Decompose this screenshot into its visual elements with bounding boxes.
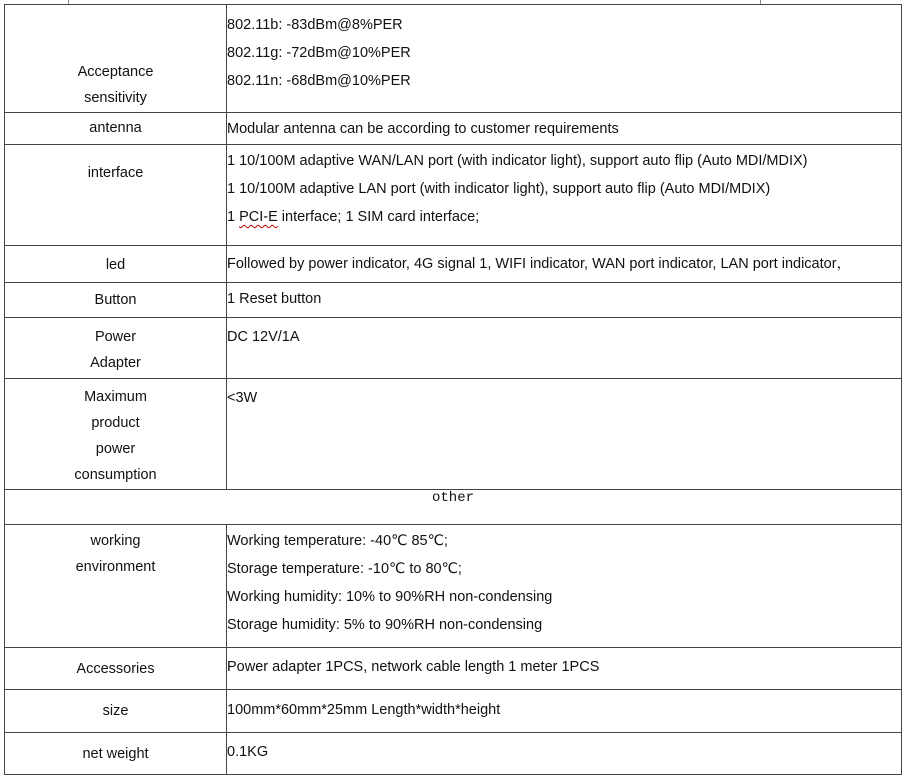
spec-row-button [5, 283, 902, 318]
spec-value [227, 379, 902, 490]
spec-row-power-adapter [5, 318, 902, 379]
value-line: <3W [227, 390, 258, 406]
spec-value [227, 733, 902, 775]
spec-label [5, 525, 227, 648]
label-line: consumption [74, 467, 157, 483]
spec-label [5, 318, 227, 379]
label-line: Power [94, 329, 137, 345]
value-line: Working humidity: 10% to 90%RH non-condensing [227, 589, 553, 605]
spec-value [227, 5, 902, 113]
value-prefix: 1 [227, 209, 240, 225]
label-line: product [91, 415, 140, 431]
value-line: 0.1KG [227, 744, 269, 760]
spec-row-size [5, 690, 902, 733]
spec-table [4, 4, 902, 775]
label-line: net weight [82, 746, 149, 762]
label-line: antenna [89, 120, 142, 136]
section-row-other [5, 490, 902, 525]
value-line: 1 Reset button [227, 291, 322, 307]
spec-value [227, 525, 902, 648]
spec-value [227, 246, 902, 283]
label-line: led [105, 257, 126, 273]
label-line: sensitivity [84, 90, 147, 106]
value-line [227, 203, 901, 231]
spec-label [5, 733, 227, 775]
spec-row-interface [5, 145, 902, 246]
label-line: power [95, 441, 136, 457]
value-suffix: interface; 1 SIM card interface; [277, 209, 480, 225]
label-line: Button [94, 292, 137, 308]
label-line: Adapter [90, 355, 141, 371]
spec-label [5, 246, 227, 283]
label-line: Accessories [76, 661, 155, 677]
spec-value [227, 145, 902, 246]
value-line: Modular antenna can be according to customer requirements [227, 121, 619, 137]
spec-row-acceptance-sensitivity [5, 5, 902, 113]
spec-label [5, 145, 227, 246]
value-line: Storage temperature: -10℃ to 80℃; [227, 561, 462, 577]
label-line: Acceptance [77, 64, 154, 80]
spec-row-net-weight [5, 733, 902, 775]
spellcheck-underlined-term: PCI-E [239, 209, 278, 225]
section-title: other [5, 490, 902, 525]
label-line: environment [75, 559, 156, 575]
spec-value [227, 318, 902, 379]
spec-row-antenna [5, 113, 902, 145]
value-line: Storage humidity: 5% to 90%RH non-condensing [227, 617, 543, 633]
value-line: Followed by power indicator, 4G signal 1, WIFI indicator, WAN port indicator, LAN port indicator， [227, 256, 852, 272]
value-line: 802.11b: -83dBm@8%PER [227, 17, 403, 33]
spec-row-led [5, 246, 902, 283]
label-line: Maximum [84, 389, 147, 405]
spec-label [5, 113, 227, 145]
spec-row-max-power-consumption [5, 379, 902, 490]
spec-row-working-environment [5, 525, 902, 648]
value-line: 1 10/100M adaptive LAN port (with indicator light), support auto flip (Auto MDI/MDIX) [227, 181, 771, 197]
value-line: Working temperature: -40℃ 85℃; [227, 533, 448, 549]
value-line: 100mm*60mm*25mm Length*width*height [227, 702, 501, 718]
value-line: 802.11g: -72dBm@10%PER [227, 45, 411, 61]
value-line: Power adapter 1PCS, network cable length 1 meter 1PCS [227, 659, 600, 675]
spec-label [5, 690, 227, 733]
spec-label [5, 5, 227, 113]
label-line: size [102, 703, 129, 719]
value-line: DC 12V/1A [227, 329, 300, 345]
value-line: 802.11n: -68dBm@10%PER [227, 73, 411, 89]
spec-value [227, 113, 902, 145]
label-line: interface [87, 165, 144, 181]
spec-row-accessories [5, 648, 902, 690]
spec-label [5, 648, 227, 690]
spec-label [5, 379, 227, 490]
spec-value [227, 690, 902, 733]
spec-value [227, 648, 902, 690]
value-line: 1 10/100M adaptive WAN/LAN port (with indicator light), support auto flip (Auto MDI/MDIX) [227, 153, 808, 169]
spec-label [5, 283, 227, 318]
label-line: working [90, 533, 141, 549]
spec-value [227, 283, 902, 318]
